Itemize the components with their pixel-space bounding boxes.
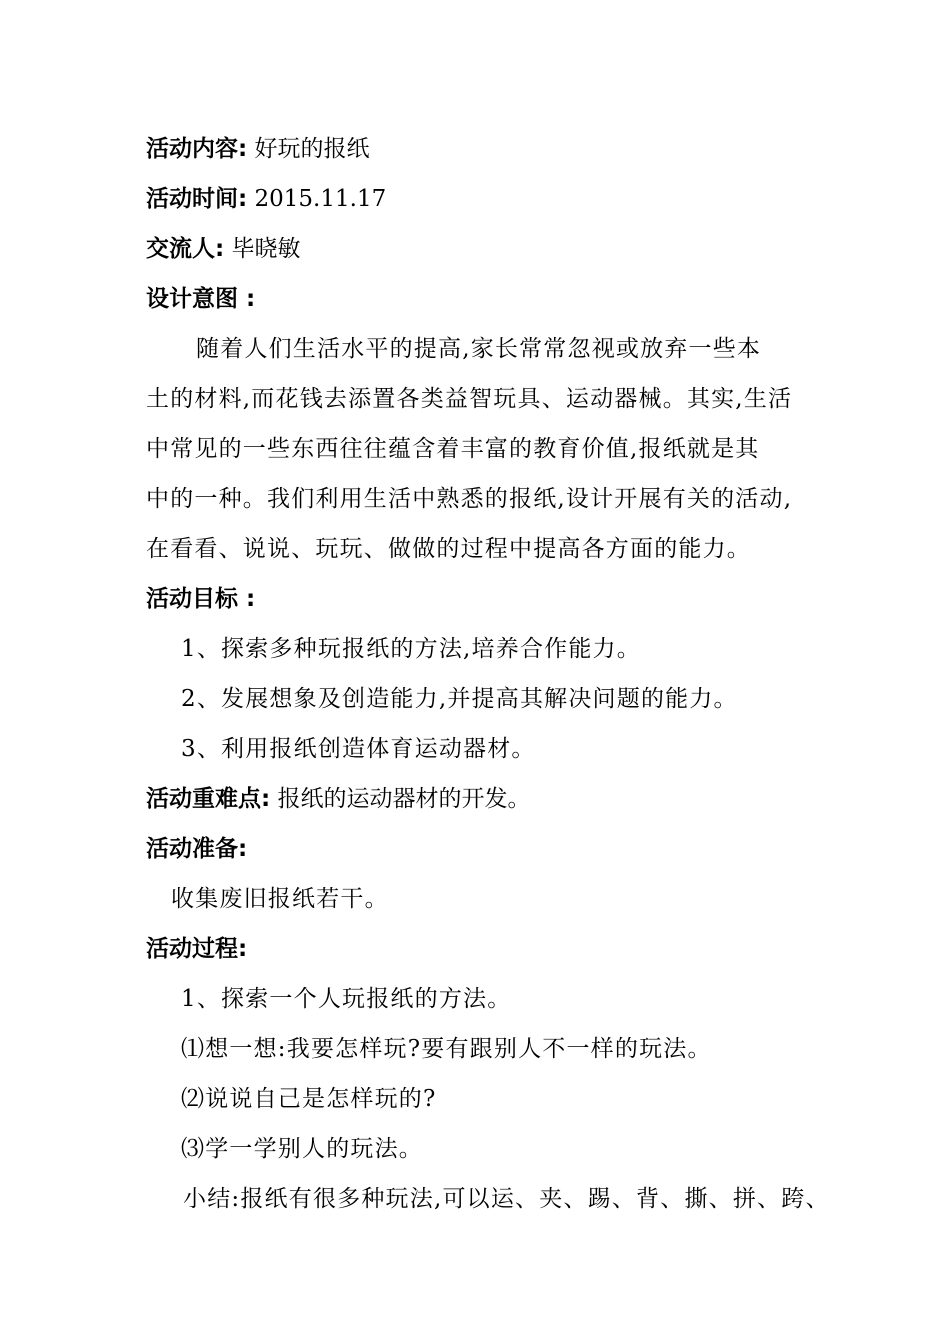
keypoint-value: 报纸的运动器材的开发。 bbox=[277, 786, 531, 812]
goals-heading: 活动目标 : bbox=[146, 586, 256, 612]
keypoint-label: 活动重难点: bbox=[146, 786, 271, 812]
activity-content-label: 活动内容: bbox=[146, 136, 248, 162]
preparation-text: 收集废旧报纸若干。 bbox=[171, 886, 389, 912]
design-paragraph-line: 中常见的一些东西往往蕴含着丰富的教育价值,报纸就是其 bbox=[146, 436, 760, 462]
presenter-line bbox=[146, 234, 826, 264]
process-summary: 小结:报纸有很多种玩法,可以运、夹、踢、背、撕、拼、跨、 bbox=[183, 1186, 830, 1212]
presenter-label: 交流人: bbox=[146, 236, 225, 262]
design-paragraph-line: 土的材料,而花钱去添置各类益智玩具、运动器械。其实,生活 bbox=[146, 386, 793, 412]
activity-time-line bbox=[146, 184, 826, 214]
activity-time-value: 2015.11.17 bbox=[254, 186, 387, 212]
design-paragraph-line: 随着人们生活水平的提高,家长常常忽视或放弃一些本 bbox=[196, 336, 762, 362]
goal-item: 2、发展想象及创造能力,并提高其解决问题的能力。 bbox=[181, 686, 738, 712]
keypoint-line bbox=[146, 784, 826, 814]
process-substep: ⑵说说自己是怎样玩的? bbox=[181, 1086, 437, 1112]
activity-content-line bbox=[146, 134, 826, 164]
presenter-value: 毕晓敏 bbox=[231, 236, 301, 262]
process-substep: ⑶学一学别人的玩法。 bbox=[181, 1136, 423, 1162]
activity-content-value: 好玩的报纸 bbox=[254, 136, 370, 162]
goal-item: 1、探索多种玩报纸的方法,培养合作能力。 bbox=[181, 636, 641, 662]
process-heading: 活动过程: bbox=[146, 936, 248, 962]
process-step: 1、探索一个人玩报纸的方法。 bbox=[181, 986, 512, 1012]
design-paragraph-line: 中的一种。我们利用生活中熟悉的报纸,设计开展有关的活动, bbox=[146, 486, 793, 512]
activity-time-label: 活动时间: bbox=[146, 186, 248, 212]
design-intent-heading: 设计意图 : bbox=[146, 286, 256, 312]
preparation-heading: 活动准备: bbox=[146, 836, 248, 862]
process-substep: ⑴想一想:我要怎样玩?要有跟别人不一样的玩法。 bbox=[181, 1036, 712, 1062]
goal-item: 3、利用报纸创造体育运动器材。 bbox=[181, 736, 536, 762]
design-paragraph-line: 在看看、说说、玩玩、做做的过程中提高各方面的能力。 bbox=[146, 536, 751, 562]
